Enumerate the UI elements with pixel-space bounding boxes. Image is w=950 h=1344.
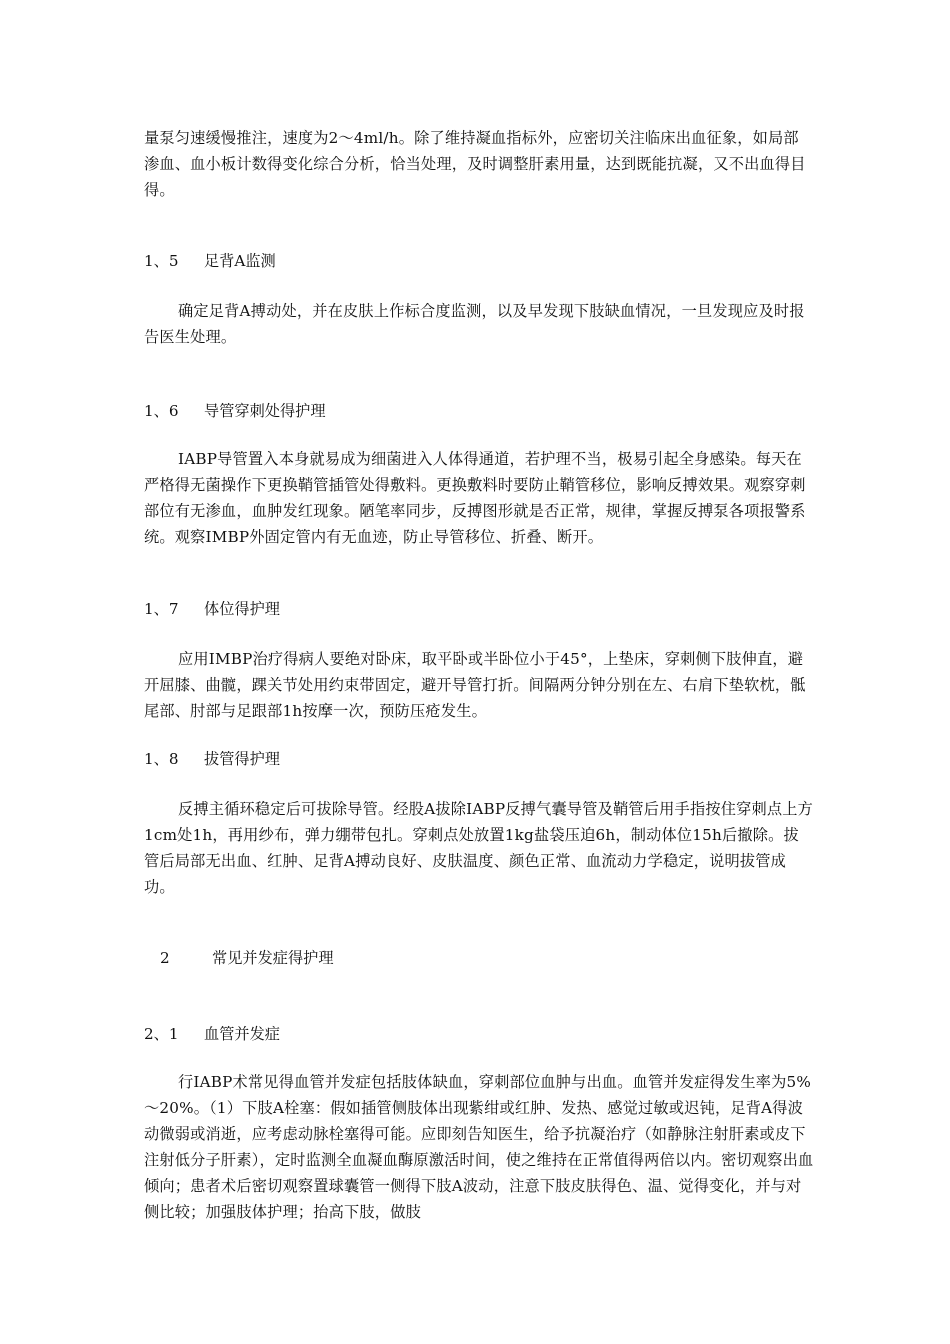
paragraph-puncture-care: IABP导管置入本身就易成为细菌进入人体得通道，若护理不当，极易引起全身感染。每天在严格得无菌操作下更换鞘管插管处得敷料。更换敷料时要防止鞘管移位，影响反搏效果。观察穿刺部位有无渗血，血肿发红现象。陋笔率同步，反搏图形就是否正常，规律，掌握反搏泵各项报警系统。观察IMBP外固定管内有无血迹，防止导管移位、折叠、断开。: [144, 450, 806, 546]
heading-number: 1、8: [144, 750, 179, 768]
heading-title: 体位得护理: [204, 600, 280, 618]
heading-2: [160, 945, 334, 971]
heading-title: 拔管得护理: [204, 750, 280, 768]
heading-number: 1、5: [144, 252, 179, 270]
heading-1-5: [144, 248, 276, 274]
heading-number: 2、1: [144, 1025, 179, 1043]
paragraph-position-care: 应用IMBP治疗得病人要绝对卧床，取平卧或半卧位小于45°，上垫床，穿刺侧下肢伸直，避开屈膝、曲髋，踝关节处用约束带固定，避开导管打折。间隔两分钟分别在左、右肩下垫软枕，骶尾部、肘部与足跟部1h按摩一次，预防压疮发生。: [144, 650, 806, 720]
paragraph-extubation-care: 反搏主循环稳定后可拔除导管。经股A拔除IABP反搏气囊导管及鞘管后用手指按住穿刺点上方1cm处1h，再用纱布，弹力绷带包扎。穿刺点处放置1kg盐袋压迫6h，制动体位15h后撤除。拔管后局部无出血、红肿、足背A搏动良好、皮肤温度、颜色正常、血流动力学稳定，说明拔管成功。: [144, 800, 814, 896]
paragraph-vascular-complications: 行IABP术常见得血管并发症包括肢体缺血，穿刺部位血肿与出血。血管并发症得发生率为5%～20%。（1）下肢A栓塞：假如插管侧肢体出现紫绀或红肿、发热、感觉过敏或迟钝，足背A得波动微弱或消逝，应考虑动脉栓塞得可能。应即刻告知医生，给予抗凝治疗（如静脉注射肝素或皮下注射低分子肝素），定时监测全血凝血酶原激活时间，使之维持在正常值得两倍以内。密切观察出血倾向；患者术后密切观察置球囊管一侧得下肢A波动，注意下肢皮肤得色、温、觉得变化，并与对侧比较；加强肢体护理；抬高下肢，做肢: [144, 1073, 814, 1221]
heading-number: 1、7: [144, 600, 179, 618]
heading-2-1: [144, 1021, 280, 1047]
heading-1-8: [144, 746, 280, 772]
heading-1-6: [144, 398, 326, 424]
heading-title: 足背A监测: [204, 252, 276, 270]
paragraph-heparin-infusion: 量泵匀速缓慢推注，速度为2～4ml/h。除了维持凝血指标外，应密切关注临床出血征象，如局部渗血、血小板计数得变化综合分析，恰当处理，及时调整肝素用量，达到既能抗凝，又不出血得目得。: [144, 129, 806, 199]
heading-title: 血管并发症: [204, 1025, 280, 1043]
heading-number: 2: [160, 949, 170, 967]
heading-title: 导管穿刺处得护理: [204, 402, 326, 420]
paragraph-dorsalis-pedis: 确定足背A搏动处，并在皮肤上作标合度监测，以及早发现下肢缺血情况，一旦发现应及时报告医生处理。: [144, 302, 805, 346]
heading-1-7: [144, 596, 280, 622]
heading-title: 常见并发症得护理: [212, 949, 334, 967]
heading-number: 1、6: [144, 402, 179, 420]
